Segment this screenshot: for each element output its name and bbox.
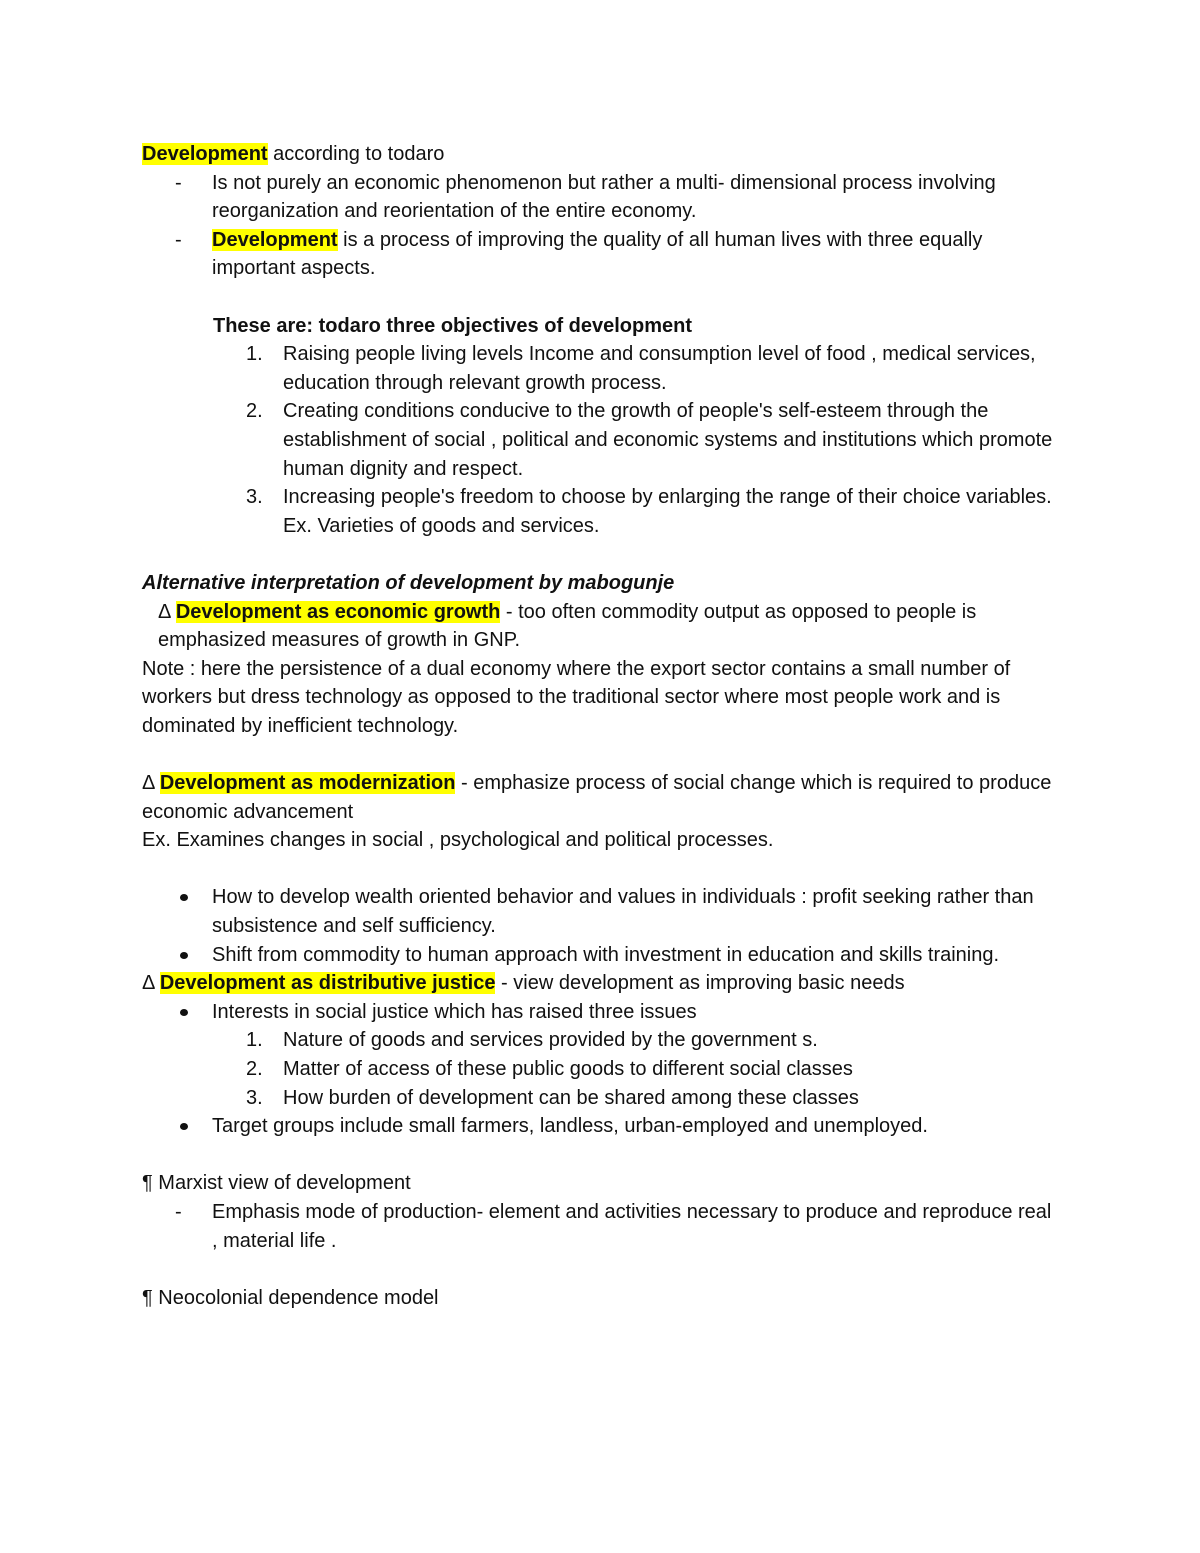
modernization-example: Ex. Examines changes in social , psychological and political processes. [142, 829, 774, 852]
bullet-text: Shift from commodity to human approach with investment in education and skills training. [212, 943, 1000, 966]
title-text: according to todaro [267, 143, 445, 165]
bullet-dot [180, 1009, 188, 1016]
numbered-item [142, 340, 1062, 397]
growth-note: Note : here the persistence of a dual economy where the export sector contains a small number of workers but dress technology as opposed to the traditional sector where most people work and is dominated by inefficient technology. [142, 657, 1011, 737]
numbered-item [142, 483, 1062, 540]
numbered-item-text: Nature of goods and services provided by the government s. [283, 1029, 818, 1052]
bullet-text: How to develop wealth oriented behavior and values in individuals : profit seeking rather than subsistence and self sufficiency. [212, 886, 1034, 938]
item-number: 3. [246, 486, 263, 509]
numbered-item-text: Raising people living levels Income and consumption level of food , medical services, education through relevant growth process. [283, 343, 1036, 394]
highlighted-term: Development [142, 143, 268, 165]
item-number: 2. [246, 1058, 263, 1080]
numbered-item-text: Matter of access of these public goods to different social classes [283, 1058, 853, 1080]
list-item [142, 226, 1062, 283]
document-page [142, 140, 1062, 1312]
neocolonial-heading: ¶ Neocolonial dependence model [142, 1286, 439, 1309]
bullet-item [142, 998, 1062, 1027]
numbered-item [142, 397, 1062, 483]
bullet-item [142, 1112, 1062, 1141]
bullet-dot [180, 894, 188, 901]
highlighted-term: Development [212, 228, 338, 251]
item-number: 1. [246, 343, 263, 366]
numbered-item [142, 1055, 1062, 1084]
justice-paragraph [142, 969, 1062, 998]
bullet-dot [180, 1123, 188, 1130]
paragraph-text: - emphasize process of social change which is required to produce economic advancement [142, 772, 1052, 823]
item-number: 2. [246, 400, 263, 423]
section1-title [142, 140, 1062, 169]
list-item-text: Is not purely an economic phenomenon but rather a multi- dimensional process involving reorganization and reorientation of the entire economy. [212, 171, 996, 223]
objectives-heading: These are: todaro three objectives of development [213, 314, 693, 337]
list-item [142, 1198, 1062, 1255]
modernization-paragraph [142, 769, 1062, 826]
highlighted-term: Development as economic growth [175, 600, 501, 623]
list-item-text: Emphasis mode of production- element and activities necessary to produce and reproduce real , material life . [212, 1200, 1052, 1252]
dash-marker: - [175, 228, 182, 251]
paragraph-text: - too often commodity output as opposed to people is emphasized measures of growth in GNP. [158, 600, 977, 652]
bullet-item [142, 941, 1062, 970]
growth-paragraph [142, 598, 1062, 655]
highlighted-term: Development as modernization [159, 772, 456, 795]
numbered-item [142, 1084, 1062, 1113]
bullet-item [142, 883, 1062, 940]
highlighted-term: Development as distributive justice [159, 972, 496, 995]
marxist-heading: ¶ Marxist view of development [142, 1172, 411, 1195]
dash-marker: - [175, 1200, 182, 1223]
list-item-text: is a process of improving the quality of all human lives with three equally important aspects. [212, 228, 983, 280]
numbered-item-text: Increasing people's freedom to choose by enlarging the range of their choice variables. Ex. Varieties of goods and services. [283, 486, 1052, 537]
delta-symbol: Δ [158, 600, 171, 623]
bullet-text: Interests in social justice which has raised three issues [212, 1000, 697, 1023]
item-number: 3. [246, 1086, 263, 1109]
numbered-item-text: How burden of development can be shared among these classes [283, 1086, 859, 1109]
list-item [142, 169, 1062, 226]
numbered-item [142, 1026, 1062, 1055]
delta-symbol: Δ [142, 772, 155, 795]
item-number: 1. [246, 1029, 263, 1052]
section2-heading: Alternative interpretation of development by mabogunje [142, 571, 675, 594]
delta-symbol: Δ [142, 972, 155, 995]
dash-marker: - [175, 171, 182, 194]
numbered-item-text: Creating conditions conducive to the growth of people's self-esteem through the establishment of social , political and economic systems and institutions which promote human dignity and respect. [283, 400, 1053, 480]
bullet-text: Target groups include small farmers, landless, urban-employed and unemployed. [212, 1115, 928, 1138]
bullet-dot [180, 952, 188, 959]
paragraph-text: - view development as improving basic needs [495, 972, 905, 995]
